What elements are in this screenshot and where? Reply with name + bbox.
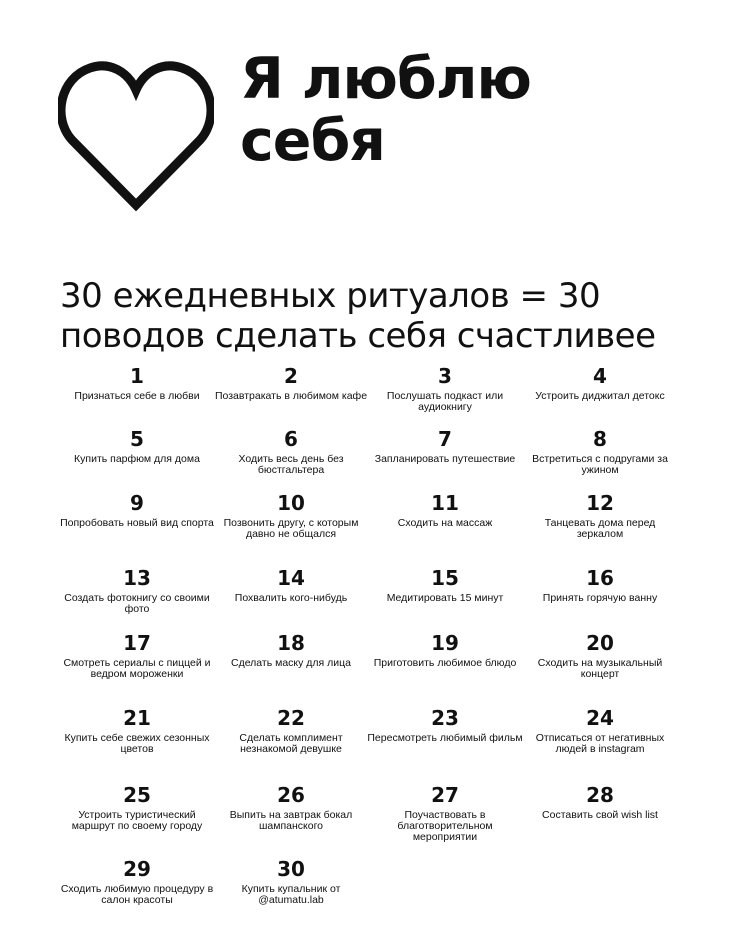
ritual-item (212, 706, 370, 755)
ritual-item (58, 364, 216, 402)
ritual-item (58, 631, 216, 680)
ritual-text: Сделать маску для лица (230, 657, 352, 669)
ritual-number: 22 (277, 706, 305, 730)
ritual-item (521, 783, 679, 821)
ritual-text: Отписаться от негативных людей в instagram (535, 732, 665, 755)
ritual-item (58, 783, 216, 832)
ritual-text: Устроить диджитал детокс (535, 390, 665, 402)
ritual-number: 12 (586, 491, 614, 515)
ritual-number: 16 (586, 566, 614, 590)
ritual-text: Приготовить любимое блюдо (373, 657, 517, 669)
ritual-number: 4 (593, 364, 607, 388)
ritual-text: Сходить любимую процедуру в салон красоты (60, 883, 214, 906)
ritual-item (366, 706, 524, 744)
ritual-text: Попробовать новый вид спорта (60, 517, 214, 529)
ritual-item (212, 857, 370, 906)
ritual-text: Признаться себе в любви (74, 390, 200, 402)
ritual-item (366, 364, 524, 413)
ritual-item (521, 706, 679, 755)
ritual-text: Похвалить кого-нибудь (234, 592, 348, 604)
ritual-number: 6 (284, 427, 298, 451)
ritual-number: 27 (431, 783, 459, 807)
ritual-text: Поучаствовать в благотворительном мероприятии (397, 809, 493, 843)
ritual-number: 10 (277, 491, 305, 515)
ritual-text: Купить купальник от @atumatu.lab (241, 883, 341, 906)
ritual-text: Смотреть сериалы с пиццей и ведром мороженки (63, 657, 211, 680)
ritual-item (521, 427, 679, 476)
ritual-text: Купить себе свежих сезонных цветов (64, 732, 210, 755)
ritual-item (366, 631, 524, 669)
ritual-text: Купить парфюм для дома (74, 453, 200, 465)
ritual-item (212, 783, 370, 832)
ritual-item (58, 427, 216, 465)
ritual-number: 8 (593, 427, 607, 451)
ritual-item (366, 427, 524, 465)
ritual-number: 15 (431, 566, 459, 590)
ritual-number: 30 (277, 857, 305, 881)
ritual-number: 1 (130, 364, 144, 388)
ritual-item (58, 706, 216, 755)
ritual-number: 13 (123, 566, 151, 590)
ritual-number: 17 (123, 631, 151, 655)
ritual-text: Запланировать путешествие (374, 453, 516, 465)
ritual-item (58, 566, 216, 615)
ritual-item (212, 364, 370, 402)
ritual-item (521, 491, 679, 540)
ritual-text: Устроить туристический маршрут по своему городу (71, 809, 203, 832)
ritual-text: Медитировать 15 минут (386, 592, 504, 604)
ritual-text: Встретиться с подругами за ужином (532, 453, 668, 476)
ritual-number: 2 (284, 364, 298, 388)
ritual-number: 14 (277, 566, 305, 590)
ritual-number: 7 (438, 427, 452, 451)
ritual-item (521, 566, 679, 604)
ritual-text: Составить свой wish list (542, 809, 658, 821)
ritual-number: 21 (123, 706, 151, 730)
ritual-number: 5 (130, 427, 144, 451)
ritual-text: Позвонить другу, с которым давно не общался (223, 517, 359, 540)
ritual-number: 28 (586, 783, 614, 807)
ritual-text: Сходить на музыкальный концерт (537, 657, 663, 680)
ritual-number: 29 (123, 857, 151, 881)
ritual-text: Пересмотреть любимый фильм (367, 732, 523, 744)
ritual-text: Послушать подкаст или аудиокнигу (386, 390, 504, 413)
ritual-text: Сделать комплимент незнакомой девушке (239, 732, 343, 755)
title-line-2: себя (240, 108, 385, 174)
ritual-number: 18 (277, 631, 305, 655)
ritual-item (366, 566, 524, 604)
ritual-text: Выпить на завтрак бокал шампанского (229, 809, 353, 832)
ritual-text: Позавтракать в любимом кафе (214, 390, 368, 402)
ritual-number: 19 (431, 631, 459, 655)
subtitle-line-2: поводов сделать себя счастливее (60, 316, 656, 356)
ritual-number: 24 (586, 706, 614, 730)
ritual-item (521, 364, 679, 402)
ritual-number: 3 (438, 364, 452, 388)
ritual-item (212, 491, 370, 540)
ritual-text: Принять горячую ванну (542, 592, 658, 604)
ritual-item (521, 631, 679, 680)
ritual-number: 20 (586, 631, 614, 655)
ritual-item (58, 491, 216, 529)
subtitle-line-1: 30 ежедневных ритуалов = 30 (60, 276, 601, 316)
ritual-text: Создать фотокнигу со своими фото (64, 592, 210, 615)
ritual-number: 25 (123, 783, 151, 807)
ritual-item (366, 491, 524, 529)
ritual-text: Сходить на массаж (397, 517, 493, 529)
ritual-number: 9 (130, 491, 144, 515)
ritual-text: Ходить весь день без бюстгальтера (238, 453, 344, 476)
ritual-number: 23 (431, 706, 459, 730)
ritual-item (212, 631, 370, 669)
ritual-item (212, 566, 370, 604)
ritual-number: 26 (277, 783, 305, 807)
ritual-item (58, 857, 216, 906)
title-line-1: Я люблю (240, 46, 531, 112)
ritual-item (212, 427, 370, 476)
ritual-item (366, 783, 524, 843)
ritual-text: Танцевать дома перед зеркалом (544, 517, 656, 540)
ritual-number: 11 (431, 491, 459, 515)
